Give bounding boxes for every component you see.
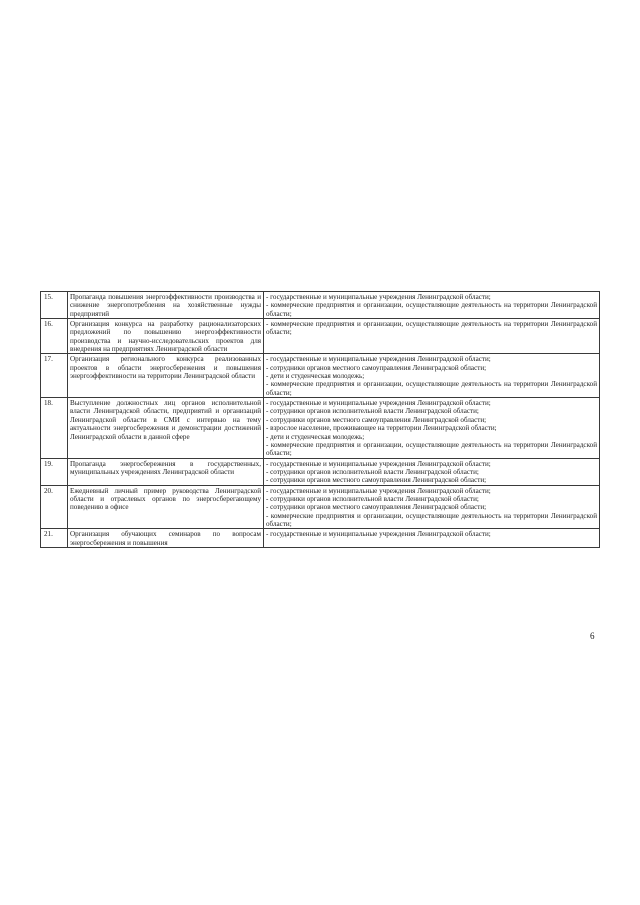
audience-item: - взрослое население, проживающее на территории Ленинградской области; xyxy=(266,424,497,433)
audience-item: - сотрудники органов исполнительной власти Ленинградской области; xyxy=(266,467,479,476)
audience-item: - коммерческие предприятия и организации, осуществляющие деятельность на территории Ленинградской области; xyxy=(266,320,597,337)
activity-cell: Пропаганда энергосбережения в государственных, муниципальных учреждениях Ленинградской области xyxy=(68,458,264,485)
table-row xyxy=(41,319,600,354)
table-row xyxy=(41,398,600,458)
audience-cell xyxy=(264,458,600,485)
row-number: 18. xyxy=(41,398,68,458)
events-table xyxy=(40,291,600,548)
audience-item: - сотрудники органов исполнительной власти Ленинградской области; xyxy=(266,407,479,416)
activity-cell: Выступление должностных лиц органов исполнительной власти Ленинградской области, предприятий и организаций Ленинградской области в СМИ с интервью на тему актуальности энергосбережения и демонстрации достижений Ленинградской области в данной сфере xyxy=(68,398,264,458)
audience-item: - государственные и муниципальные учреждения Ленинградской области; xyxy=(266,355,491,364)
audience-cell xyxy=(264,529,600,548)
audience-item: - дети и студенческая молодежь; xyxy=(266,432,365,441)
audience-item: - государственные и муниципальные учреждения Ленинградской области; xyxy=(266,459,491,468)
audience-item: - государственные и муниципальные учреждения Ленинградской области; xyxy=(266,399,491,408)
audience-item: - государственные и муниципальные учреждения Ленинградской области; xyxy=(266,293,491,301)
audience-cell xyxy=(264,485,600,529)
audience-item: - сотрудники органов местного самоуправления Ленинградской области; xyxy=(266,503,487,512)
audience-item: - государственные и муниципальные учреждения Ленинградской области; xyxy=(266,530,491,539)
activity-cell: Организация регионального конкурса реализованных проектов в области энергосбережения и повышения энергоэффективности на территории Ленинградской области xyxy=(68,354,264,398)
activity-cell: Ежедневный личный пример руководства Ленинградской области и отраслевых органов по энергосберегающему поведению в офисе xyxy=(68,485,264,529)
audience-item: - дети и студенческая молодежь; xyxy=(266,372,365,381)
audience-item: - сотрудники органов местного самоуправления Ленинградской области; xyxy=(266,476,487,485)
row-number: 16. xyxy=(41,319,68,354)
audience-item: - коммерческие предприятия и организации, осуществляющие деятельность на территории Ленинградской области; xyxy=(266,440,597,458)
row-number: 21. xyxy=(41,529,68,548)
audience-item: - сотрудники органов исполнительной власти Ленинградской области; xyxy=(266,494,479,503)
audience-item: - сотрудники органов местного самоуправления Ленинградской области; xyxy=(266,415,487,424)
page-number: 6 xyxy=(590,631,595,641)
table-row xyxy=(41,354,600,398)
table-row xyxy=(41,292,600,319)
audience-cell xyxy=(264,398,600,458)
row-number: 20. xyxy=(41,485,68,529)
audience-cell xyxy=(264,354,600,398)
audience-item: - государственные и муниципальные учреждения Ленинградской области; xyxy=(266,486,491,495)
audience-cell xyxy=(264,319,600,354)
table-row xyxy=(41,529,600,548)
audience-item: - коммерческие предприятия и организации, осуществляющие деятельность на территории Ленинградской области; xyxy=(266,511,597,528)
row-number: 17. xyxy=(41,354,68,398)
table-row xyxy=(41,458,600,485)
table-row xyxy=(41,485,600,529)
activity-cell: Организация обучающих семинаров по вопросам энергосбережения и повышения xyxy=(68,529,264,548)
audience-item: - коммерческие предприятия и организации, осуществляющие деятельность на территории Ленинградской области; xyxy=(266,301,597,318)
events-table-body xyxy=(41,292,600,548)
audience-item: - сотрудники органов местного самоуправления Ленинградской области; xyxy=(266,363,487,372)
audience-item: - коммерческие предприятия и организации, осуществляющие деятельность на территории Ленинградской области; xyxy=(266,380,597,397)
row-number: 19. xyxy=(41,458,68,485)
row-number: 15. xyxy=(41,292,68,319)
activity-cell: Пропаганда повышения энергоэффективности производства и снижение энергопотребления на хозяйственные нужды предприятий xyxy=(68,292,264,319)
audience-cell xyxy=(264,292,600,319)
activity-cell: Организация конкурса на разработку рационализаторских предложений по повышению энергоэффективности производства и научно-исследовательских проектов для внедрения на предприятиях Ленинградской области xyxy=(68,319,264,354)
